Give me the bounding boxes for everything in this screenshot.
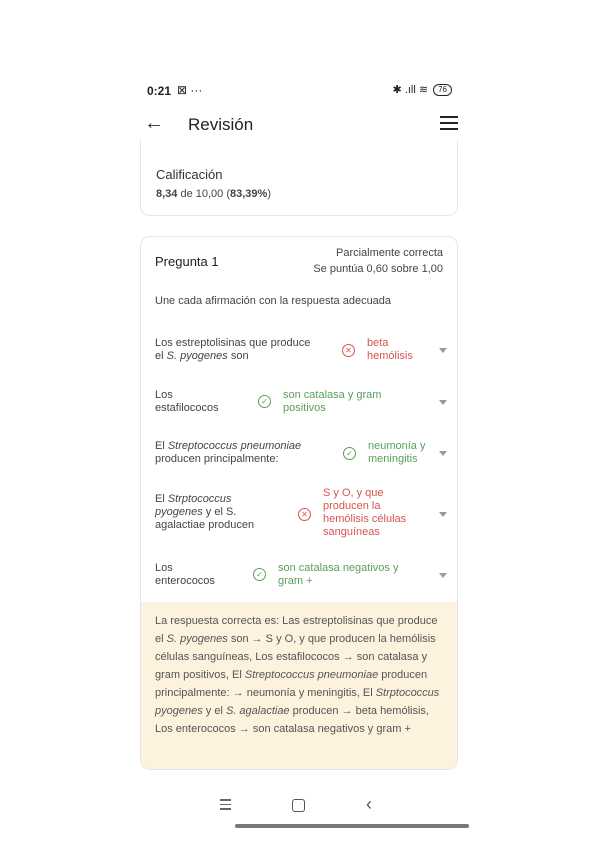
check-circle-icon: ✓ [343, 447, 356, 460]
status-right [393, 83, 452, 96]
notification-icons: ⊠ ··· [177, 83, 203, 97]
row-prompt: Los enterococos [155, 562, 215, 587]
match-row [155, 337, 447, 367]
signal-icons: ✱ .ıll ≋ [392, 84, 429, 96]
x-circle-icon: ✕ [298, 508, 311, 521]
row-answer[interactable]: beta hemólisis [367, 337, 413, 362]
recent-apps-icon[interactable] [220, 799, 231, 813]
question-state: Parcialmente correcta Se puntúa 0,60 sobre 1,00 [313, 247, 443, 275]
row-prompt: El Strptococcus pyogenes y el S. agalactiae producen [155, 493, 255, 531]
back-arrow-icon[interactable]: ← [144, 112, 164, 134]
dropdown-caret-icon[interactable] [439, 451, 447, 456]
nav-back-icon[interactable]: ‹ [366, 794, 372, 814]
row-prompt: Los estreptolisinas que produce el S. pyogenes son [155, 337, 311, 362]
match-row [155, 562, 447, 592]
row-answer[interactable]: son catalasa y gram positivos [283, 389, 382, 414]
list-menu-icon[interactable] [440, 116, 458, 134]
home-icon[interactable] [292, 799, 305, 812]
row-answer[interactable]: neumonía y meningitis [368, 440, 426, 465]
match-row [155, 440, 447, 470]
battery-icon: 76 [433, 84, 452, 96]
match-row [155, 389, 447, 419]
row-answer[interactable]: S y O, y que producen la hemólisis células sanguíneas [323, 487, 407, 538]
row-answer[interactable]: son catalasa negativos y gram + [278, 562, 399, 587]
grade-card [140, 140, 458, 216]
question-title: Pregunta 1 [155, 254, 219, 269]
question-card [140, 236, 458, 770]
system-nav-bar [140, 796, 460, 820]
status-bar [147, 82, 452, 102]
grade-value: 8,34 de 10,00 (83,39%) [156, 188, 271, 200]
check-circle-icon: ✓ [258, 395, 271, 408]
dropdown-caret-icon[interactable] [439, 400, 447, 405]
match-row [155, 487, 447, 545]
grade-label: Calificación [156, 167, 223, 182]
row-prompt: El Streptococcus pneumoniae producen principalmente: [155, 440, 302, 465]
dropdown-caret-icon[interactable] [439, 512, 447, 517]
status-time: 0:21 [147, 84, 172, 98]
dropdown-caret-icon[interactable] [439, 573, 447, 578]
check-circle-icon: ✓ [253, 568, 266, 581]
page-title: Revisión [188, 115, 254, 134]
x-circle-icon: ✕ [342, 344, 355, 357]
question-instructions: Une cada afirmación con la respuesta adecuada [155, 295, 392, 307]
row-prompt: Los estafilococos [155, 389, 219, 414]
correct-answer-feedback: La respuesta correcta es: Las estreptolisinas que produce el S. pyogenes son → S y O, y que producen la hemólisis células sanguíneas, Los estafilococos → son catalasa y gram positivos, El Streptococcus pneumoniae producen principalmente: → neumonía y meningitis, El Strptococcus pyogenes y el S. agalactiae producen → beta hemólisis, Los enterococos → son catalasa negativos y gram + [141, 602, 457, 770]
app-bar [140, 108, 460, 142]
home-indicator [235, 824, 469, 828]
dropdown-caret-icon[interactable] [439, 348, 447, 353]
